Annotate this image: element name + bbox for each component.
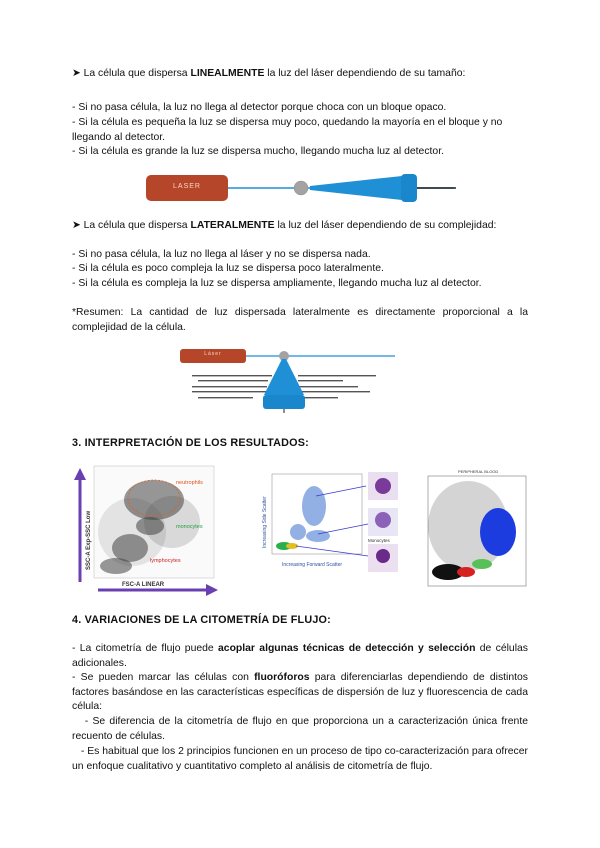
section2-summary: *Resumen: La cantidad de luz dispersada lateralmente es directamente proporcional a la complejidad de la célula. <box>72 307 528 333</box>
x-axis-label: Increasing Forward Scatter <box>282 562 343 568</box>
y-axis-label: SSC-A Exp-SSC Low <box>86 510 92 570</box>
y-axis-label: Increasing Side Scatter <box>262 496 268 548</box>
section1-item-3: - Si la célula es grande la luz se dispersa mucho, llegando mucha luz al detector. <box>72 146 444 157</box>
detector-block <box>263 395 305 409</box>
monocytes-label: monocytes <box>176 524 203 530</box>
section1-intro: ➤ La célula que dispersa LINEALMENTE la luz del láser dependiendo de su tamaño: <box>72 68 466 79</box>
x-axis-label: FSC-A LINEAR <box>122 582 165 588</box>
scatter-plot-cell-images <box>256 466 406 586</box>
detector-block <box>401 174 417 202</box>
section4-heading: 4. VARIACIONES DE LA CITOMETRÍA DE FLUJO: <box>72 614 331 626</box>
scatter-plot-peripheral-blood <box>418 466 530 596</box>
section1-item-2: - Si la célula es pequeña la luz se dispersa muy poco, quedando la mayoría en el bloque y no llegando al detector. <box>72 117 503 143</box>
lateral-scatter-diagram <box>180 345 400 413</box>
section1-item-1: - Si no pasa célula, la luz no llega al detector porque choca con un bloque opaco. <box>72 102 447 113</box>
section2-item-1: - Si no pasa célula, la luz no llega al láser y no se dispersa nada. <box>72 249 371 260</box>
laser-label: Láser <box>204 351 222 357</box>
section3-heading: 3. INTERPRETACIÓN DE LOS RESULTADOS: <box>72 437 309 449</box>
laser-label: LASER <box>173 183 201 190</box>
cell-bead <box>294 181 308 195</box>
section4-paragraph-3: - Se diferencia de la citometría de flujo en que proporciona un a caracterización única frente recuento de células. <box>72 716 531 742</box>
section2-item-3: - Si la célula es compleja la luz se dispersa ampliamente, llegando mucha luz al detector. <box>72 278 482 289</box>
monocytes-label: Monocytes <box>368 538 390 543</box>
section4-paragraph-4: - Es habitual que los 2 principios funcionen en un proceso de tipo co-caracterización para ofrecer un enfoque cualitativo y cuantitativo completo al análisis de citometría de flujo. <box>72 746 531 772</box>
scatter-cone <box>310 176 402 200</box>
lymphocytes-label: lymphocytes <box>150 558 181 564</box>
arrow-bullet-icon: ➤ <box>72 68 81 79</box>
scatter-cone <box>264 359 304 395</box>
scatter-plot-neutrophils <box>72 462 222 600</box>
neutrophils-label: neutrophils <box>176 480 203 486</box>
plot-title: PERIPHERAL BLOOD <box>458 469 499 474</box>
section2-intro: ➤ La célula que dispersa LATERALMENTE la luz del láser dependiendo de su complejidad: <box>72 220 497 231</box>
section2-item-2: - Si la célula es poco compleja la luz se dispersa poco lateralmente. <box>72 263 384 274</box>
section4-paragraph-1: - La citometría de flujo puede acoplar algunas técnicas de detección y selección de células adicionales. <box>72 643 528 669</box>
linear-scatter-diagram <box>146 170 466 208</box>
arrow-bullet-icon: ➤ <box>72 220 81 231</box>
section4-paragraph-2: - Se pueden marcar las células con fluoróforos para diferenciarlas dependiendo de distintos factores basándose en las características específicas de dispersión de luz y fluorescencia de cada célula: <box>72 672 528 713</box>
